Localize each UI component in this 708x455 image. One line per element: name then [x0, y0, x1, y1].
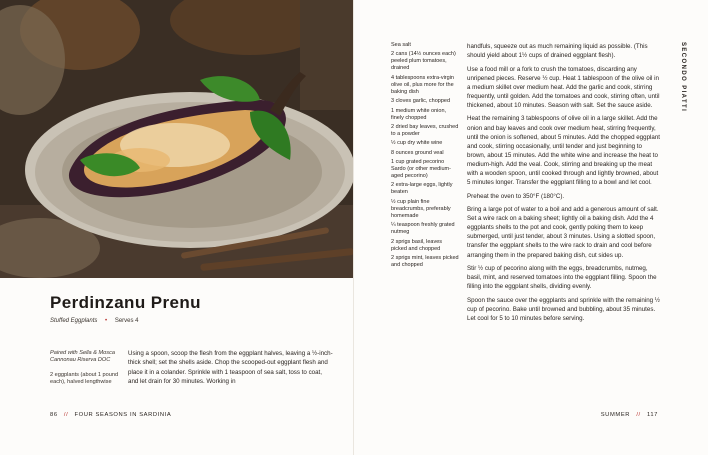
ingredient-item: ½ cup plain fine breadcrumbs, preferably homemade — [391, 198, 451, 219]
right-page-number: 117 — [646, 412, 658, 418]
ingredient-item: ¼ teaspoon freshly grated nutmeg — [391, 222, 455, 236]
subline-separator: • — [105, 318, 108, 324]
method-paragraph: Bring a large pot of water to a boil and add a generous amount of salt. Set a wire rack on a baking sheet; lightly oil a baking dish. Add the 4 eggplants shells to the pot and cook, gently poking them to keep submerged, until just tender, about 3 minutes. Using a slotted spoon, transfer the eggplant shells to the wire rack to drain and cool before arranging them in the prepared baking dish, cut sides up. — [467, 206, 659, 259]
left-page-number: 86 — [50, 412, 58, 418]
method-paragraph-1: Using a spoon, scoop the flesh from the eggplant halves, leaving a ½-inch-thick shell; set the shells aside. Chop the scooped-out eggplant flesh and place it in a colander. Sprinkle with 1 teaspoon of sea salt, toss to coat, and let drain for 30 minutes. Working in — [128, 350, 333, 386]
section-label-text: SECONDO PIATTI — [680, 42, 686, 113]
recipe-subline — [50, 318, 145, 324]
stuffed-eggplant-illustration — [0, 0, 354, 278]
wine-pairing: Paired with Sella & Mosca Cannonau Riserva DOC — [50, 350, 115, 364]
book-title: FOUR SEASONS IN SARDINIA — [74, 412, 172, 418]
dish-photo — [0, 0, 354, 278]
serves-label: Serves 4 — [114, 318, 139, 324]
section-label — [680, 42, 690, 122]
method-paragraph: Spoon the sauce over the eggplants and sprinkle with the remaining ½ cup of pecorino. Bake until browned and bubbling, about 35 minutes. Let cool for 5 to 10 minutes before serving. — [467, 296, 660, 322]
ingredient-item: 4 tablespoons extra-virgin olive oil, plus more for the baking dish — [391, 74, 454, 95]
ingredient-item: 2 dried bay leaves, crushed to a powder — [391, 123, 459, 137]
season-label: SUMMER — [600, 412, 631, 418]
ingredient-item: 2 sprigs mint, leaves picked and chopped — [391, 254, 459, 268]
ingredient-item: Sea salt — [391, 42, 411, 48]
ingredient-item: 3 cloves garlic, chopped — [391, 98, 451, 105]
method-paragraph: Stir ½ cup of pecorino along with the eggs, breadcrumbs, nutmeg, basil, mint, and reserved tomatoes into the eggplant filling. Spoon the filling into the eggplant shells, dividing evenly. — [467, 265, 657, 291]
method-column — [467, 42, 662, 327]
ingredient-item: 2 extra-large eggs, lightly beaten — [391, 182, 453, 196]
ingredient-list — [391, 42, 459, 271]
method-paragraph: Use a food mill or a fork to crush the tomatoes, discarding any unripened pieces. Reserve ½ cup. Heat 1 tablespoon of the olive oil in a medium skillet over medium heat. Add the garlic and cook, stirring frequently, until golden. Add the tomatoes and cook, stirring often, until thickened, about 10 minutes. Season with salt. Set the sauce aside. — [467, 65, 660, 109]
folio-separator: // — [636, 412, 641, 418]
ingredient-item: ½ cup dry white wine — [391, 140, 443, 147]
ingredient-item: 2 sprigs basil, leaves picked and chopped — [391, 238, 443, 252]
left-folio — [50, 412, 171, 418]
method-paragraph: handfuls, squeeze out as much remaining liquid as possible. (This should yield about 1½ cups of drained eggplant flesh). — [467, 43, 648, 60]
folio-separator: // — [63, 412, 69, 418]
method-paragraph: Heat the remaining 3 tablespoons of olive oil in a large skillet. Add the onion and bay leaves and cook over medium heat, stirring frequently, until the onion is softened, about 5 minutes. Add the chopped eggplant and cook, stirring occasionally, until tender and just beginning to brown, about 15 minutes. Add the white wine and increase the heat to medium-high. Add the veal. Cook, stirring and breaking up the meat with a wooden spoon, until cooked through and lightly browned, about 5 minutes longer. Transfer the eggplant filling to a bowl and let cool. — [467, 115, 660, 187]
right-folio — [601, 412, 658, 418]
ingredient-item: 2 cans (14½ ounces each) peeled plum tomatoes, drained — [391, 51, 456, 72]
ingredient-item: 8 ounces ground veal — [391, 149, 444, 156]
method-paragraph: Preheat the oven to 350°F (180°C). — [467, 192, 565, 200]
recipe-title: Perdinzanu Prenu — [50, 293, 201, 312]
ingredient-item: 1 cup grated pecorino Sardo (or other medium-aged pecorino) — [391, 158, 451, 179]
ingredient-eggplants: 2 eggplants (about 1 pound each), halved lengthwise — [50, 372, 119, 386]
ingredient-item: 1 medium white onion, finely chopped — [391, 107, 447, 121]
recipe-subtitle: Stuffed Eggplants — [50, 318, 98, 324]
